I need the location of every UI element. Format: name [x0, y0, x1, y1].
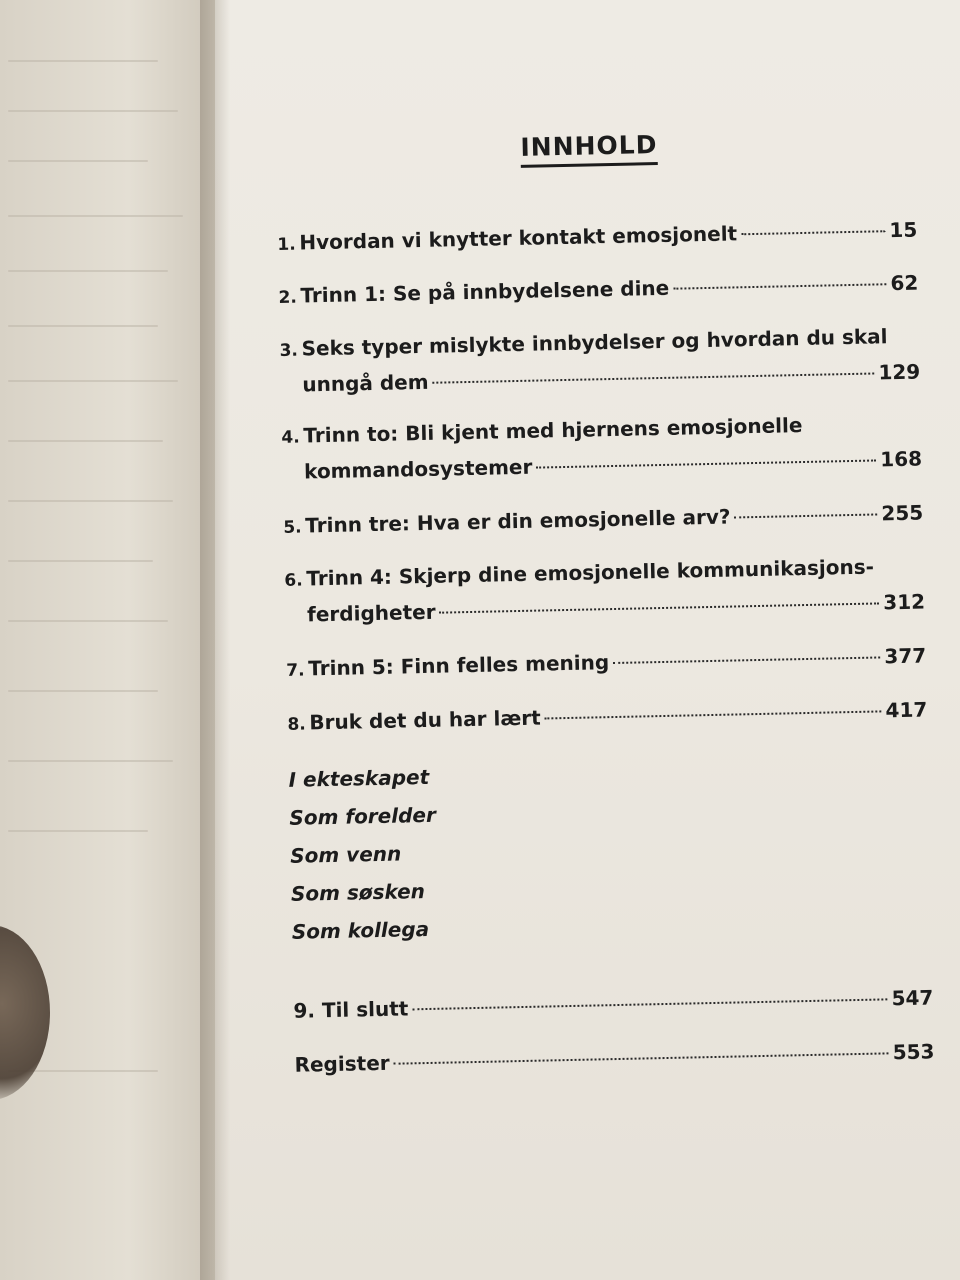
chapter-title: Trinn 4: Skjerp dine emosjonelle kommunikasjons-	[306, 554, 875, 591]
bleed-through-line	[8, 60, 158, 62]
subsection-item: Som forelder	[289, 802, 437, 830]
dot-leader	[536, 459, 876, 468]
thumb	[0, 925, 50, 1100]
subsection-item: Som venn	[289, 841, 402, 868]
page-number: 15	[889, 217, 918, 243]
bleed-through-line	[8, 270, 168, 272]
bleed-through-line	[8, 500, 173, 502]
subsection-item: I ekteskapet	[288, 764, 430, 792]
bleed-through-line	[8, 690, 158, 692]
chapter-title: Hvordan vi knytter kontakt emosjonelt	[299, 221, 738, 255]
bleed-through-line	[8, 620, 168, 622]
page-number: 312	[883, 589, 926, 615]
subsection-item: Som kollega	[291, 916, 430, 944]
dot-leader	[734, 513, 877, 518]
book-gutter	[200, 0, 230, 1280]
chapter-title: Register	[294, 1050, 390, 1077]
chapter-title: 9. Til slutt	[293, 996, 409, 1023]
dot-leader	[741, 230, 885, 235]
chapter-title: Trinn to: Bli kjent med hjernens emosjonelle	[303, 413, 803, 448]
dot-leader	[412, 998, 887, 1010]
chapter-number: 5.	[283, 517, 302, 538]
chapter-title-continued: ferdigheter	[306, 599, 436, 627]
subsection-item: Som søsken	[290, 879, 426, 906]
bleed-through-line	[8, 760, 173, 762]
chapter-number: 6.	[284, 570, 303, 591]
chapter-number: 8.	[287, 714, 306, 735]
right-page	[215, 0, 960, 1280]
bleed-through-line	[8, 110, 178, 112]
chapter-title-continued: unngå dem	[302, 369, 429, 397]
chapter-title: Trinn 5: Finn felles mening	[308, 650, 610, 681]
dot-leader	[394, 1052, 889, 1064]
bleed-through-line	[8, 560, 153, 562]
bleed-through-line	[8, 440, 163, 442]
page-number: 417	[885, 697, 928, 723]
page-number: 377	[884, 643, 927, 669]
chapter-number: 4.	[281, 427, 300, 448]
page-number: 168	[880, 446, 923, 472]
chapter-number: 3.	[279, 340, 299, 361]
bleed-through-line	[8, 380, 178, 382]
toc-title: INNHOLD	[520, 130, 658, 168]
chapter-number: 2.	[278, 287, 298, 308]
chapter-title: Trinn 1: Se på innbydelsene dine	[300, 275, 670, 308]
bleed-through-line	[8, 215, 183, 217]
dot-leader	[545, 710, 882, 719]
dot-leader	[433, 372, 875, 383]
dot-leader	[440, 602, 880, 613]
dot-leader	[673, 283, 886, 289]
chapter-title: Bruk det du har lært	[309, 705, 541, 735]
page-number: 553	[892, 1039, 935, 1065]
chapter-title: Trinn tre: Hva er din emosjonelle arv?	[305, 504, 731, 538]
chapter-number: 7.	[286, 660, 305, 681]
bleed-through-line	[8, 830, 148, 832]
chapter-number: 1.	[277, 234, 296, 255]
chapter-title-continued: kommandosystemer	[303, 454, 533, 484]
dot-leader	[613, 656, 880, 664]
bleed-through-line	[8, 325, 158, 327]
left-page	[0, 0, 215, 1280]
page-number: 129	[878, 359, 921, 385]
chapter-title: Seks typer mislykte innbydelser og hvordan du skal	[301, 324, 888, 361]
bleed-through-line	[8, 160, 148, 162]
page-number: 547	[891, 985, 934, 1011]
page-number: 62	[890, 270, 919, 296]
page-number: 255	[881, 500, 924, 526]
